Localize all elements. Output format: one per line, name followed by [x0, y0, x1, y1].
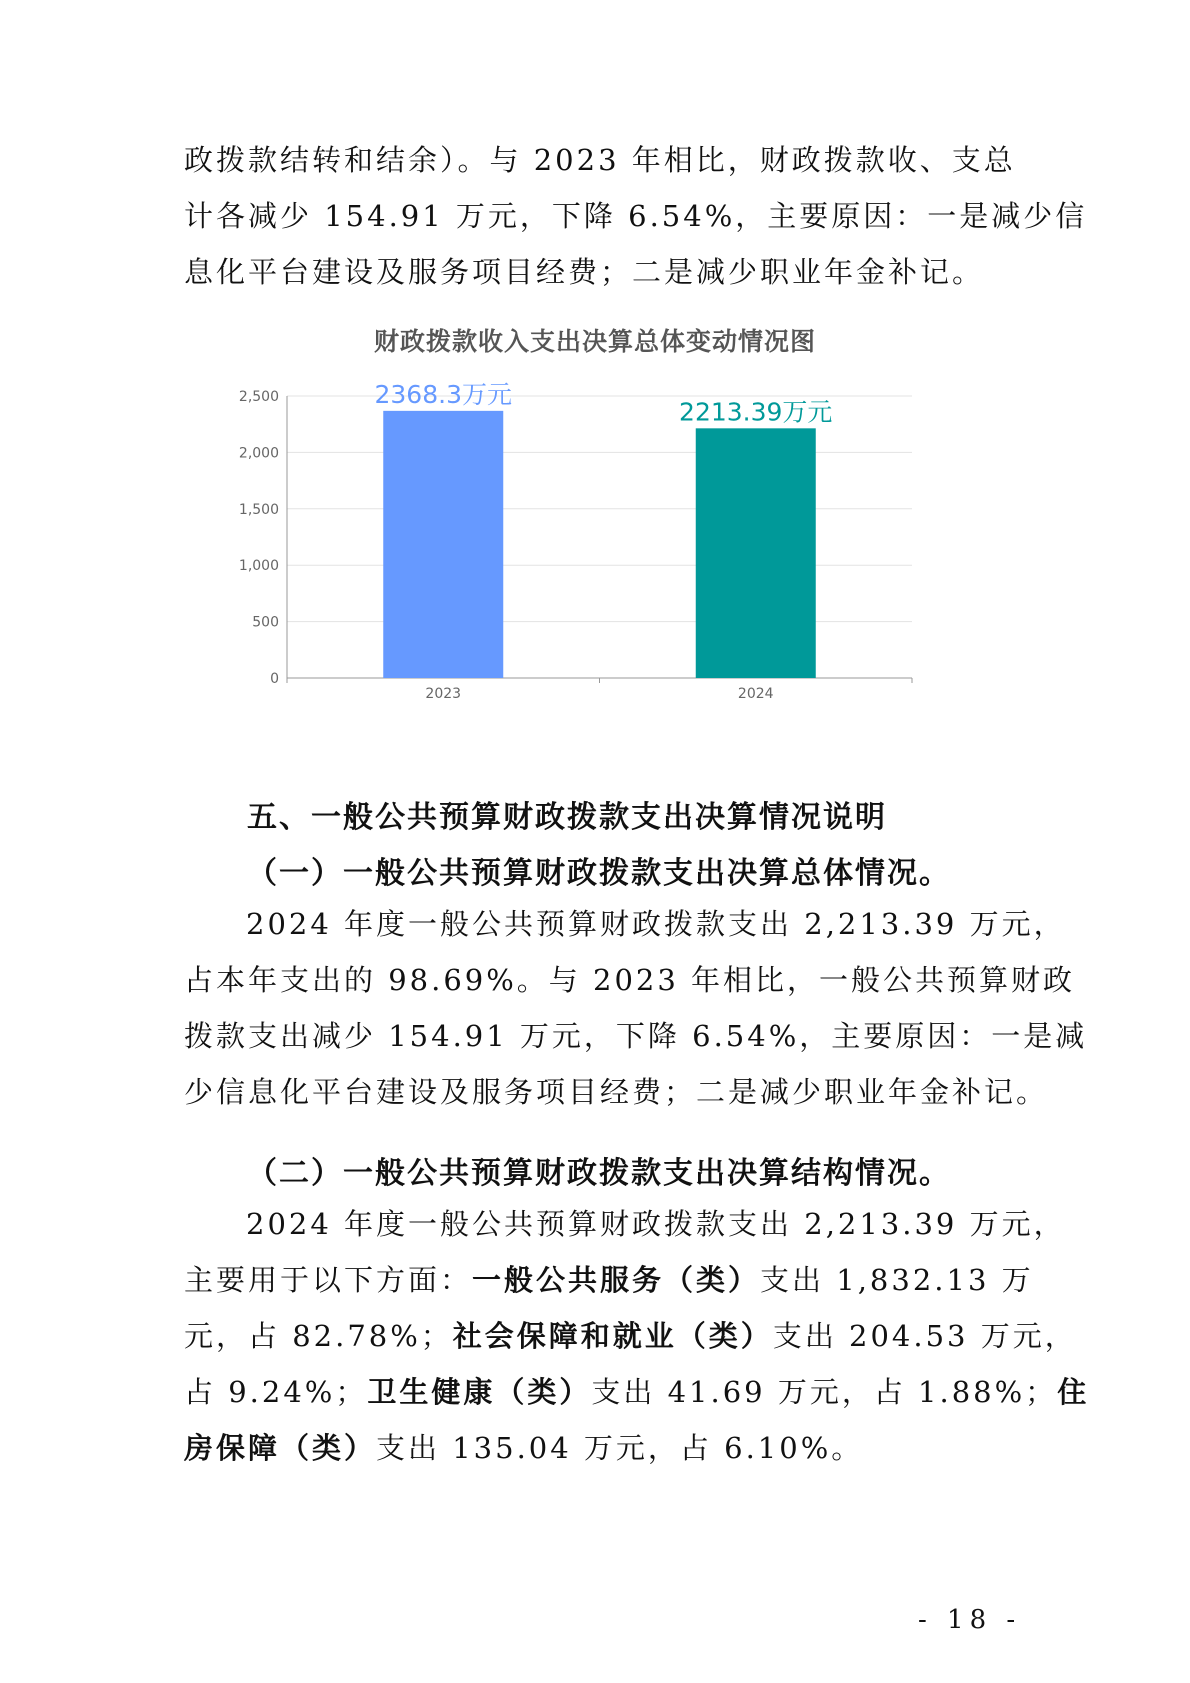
intro-line-3: 息化平台建设及服务项目经费；二是减少职业年金补记。: [184, 255, 985, 289]
category-health: 卫生健康（类）: [367, 1375, 592, 1409]
sub2-line-5: [184, 1428, 863, 1468]
sub2-line-5-suffix: 支出 135.04 万元，占 6.10%。: [376, 1431, 864, 1465]
category-social-security: 社会保障和就业（类）: [452, 1319, 773, 1353]
intro-line-1: 政拨款结转和结余）。与 2023 年相比，财政拨款收、支总: [184, 143, 1016, 177]
sub1-line-2: 占本年支出的 98.69%。与 2023 年相比，一般公共预算财政: [184, 963, 1076, 997]
data-label-2024: 2213.39万元: [679, 397, 833, 427]
subsection-1-heading: （一）一般公共预算财政拨款支出决算总体情况。: [247, 856, 951, 891]
bar-chart: [0, 340, 1190, 720]
y-tick-label: 1,500: [238, 501, 279, 518]
sub2-line-3: [184, 1316, 1077, 1356]
chart-title: 财政拨款收入支出决算总体变动情况图: [373, 327, 816, 356]
sub2-line-1: 2024 年度一般公共预算财政拨款支出 2,213.39 万元，: [246, 1207, 1066, 1241]
intro-line-2: 计各减少 154.91 万元，下降 6.54%，主要原因：一是减少信: [184, 199, 1088, 233]
page-number: - 18 -: [918, 1605, 1022, 1635]
sub2-line-2-prefix: 主要用于以下方面：: [184, 1263, 473, 1297]
sub2-line-3-suffix: 支出 204.53 万元，: [772, 1319, 1077, 1353]
bar-2023: [383, 411, 503, 678]
y-tick-label: 1,000: [238, 558, 279, 575]
category-general-public-services: 一般公共服务（类）: [472, 1263, 761, 1297]
sub2-line-4: [184, 1372, 1089, 1412]
sub2-line-4-middle: 支出 41.69 万元，占 1.88%；: [591, 1375, 1058, 1409]
sub2-line-2: [184, 1260, 1034, 1300]
sub1-line-1: 2024 年度一般公共预算财政拨款支出 2,213.39 万元，: [246, 907, 1066, 941]
y-tick-label: 500: [252, 614, 279, 631]
x-tick-label: 2023: [425, 686, 462, 702]
category-housing: 房保障（类）: [184, 1431, 377, 1465]
x-tick-label: 2024: [737, 686, 774, 702]
bar-2024: [696, 428, 816, 678]
sub2-line-4-prefix: 占 9.24%；: [184, 1375, 368, 1409]
y-tick-label: 0: [270, 671, 279, 687]
category-housing-start: 住: [1057, 1375, 1090, 1409]
y-tick-label: 2,000: [238, 445, 279, 462]
y-tick-label: 2,500: [238, 389, 279, 405]
sub1-line-3: 拨款支出减少 154.91 万元，下降 6.54%，主要原因：一是减: [184, 1019, 1088, 1053]
subsection-2-heading: （二）一般公共预算财政拨款支出决算结构情况。: [247, 1156, 951, 1191]
sub2-line-2-suffix: 支出 1,832.13 万: [760, 1263, 1034, 1297]
section-5-heading: 五、一般公共预算财政拨款支出决算情况说明: [247, 800, 887, 835]
data-label-2023: 2368.3万元: [374, 379, 512, 409]
sub2-line-3-prefix: 元，占 82.78%；: [184, 1319, 453, 1353]
sub1-line-4: 少信息化平台建设及服务项目经费；二是减少职业年金补记。: [184, 1075, 1049, 1109]
